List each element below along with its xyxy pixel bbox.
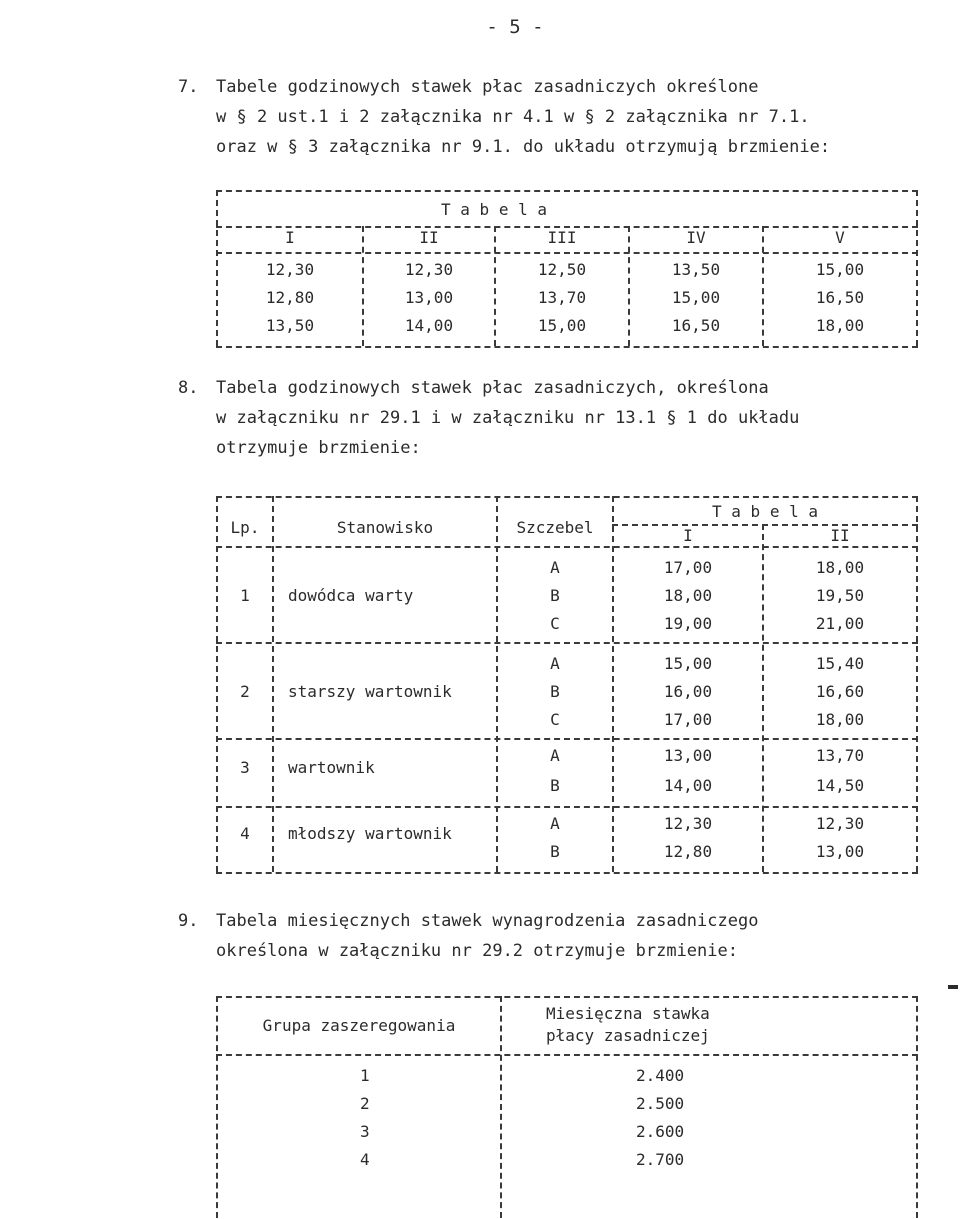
table-9-rate: 2.600 [636, 1122, 685, 1141]
table-7-cell: 15,00 [537, 316, 587, 335]
table-8-value: 17,00 [663, 558, 713, 577]
table-7-cell: 16,50 [671, 316, 721, 335]
table-8-value: 13,70 [815, 746, 865, 765]
table-8-level: A [550, 654, 560, 673]
table-8-header-lp: Lp. [230, 518, 260, 537]
table-8-value: 12,80 [663, 842, 713, 861]
table-8-level: C [550, 614, 560, 633]
table-7-border-top [216, 190, 918, 192]
table-8-value: 17,00 [663, 710, 713, 729]
table-9-group: 2 [360, 1094, 370, 1113]
table-7-cell: 12,50 [537, 260, 587, 279]
table-9-rate: 2.400 [636, 1066, 685, 1085]
table-8-value: 18,00 [663, 586, 713, 605]
table-7-cell: 12,30 [265, 260, 315, 279]
table-8-level: C [550, 710, 560, 729]
table-7-header: I [285, 228, 295, 247]
table-8-header-position: Stanowisko [336, 518, 434, 537]
table-8-value: 16,00 [663, 682, 713, 701]
table-8-lp: 1 [240, 586, 250, 605]
table-7-title: T a b e l a [441, 200, 547, 219]
table-7-cell: 15,00 [815, 260, 865, 279]
table-8-value: 12,30 [663, 814, 713, 833]
table-7-header-divider [216, 252, 918, 254]
table-8-lp: 2 [240, 682, 250, 701]
section-8-text [178, 373, 799, 463]
table-7-cell: 16,50 [815, 288, 865, 307]
table-8-position: starszy wartownik [288, 682, 452, 701]
table-9-group: 4 [360, 1150, 370, 1169]
table-8-border-right [916, 496, 918, 872]
table-8-value: 15,40 [815, 654, 865, 673]
table-8-level: B [550, 682, 560, 701]
table-8-level: A [550, 558, 560, 577]
table-7-header: IV [686, 228, 706, 247]
table-8-lp: 4 [240, 824, 250, 843]
table-8-value: 13,00 [815, 842, 865, 861]
table-8-border-bottom [216, 872, 918, 874]
table-8-col-divider [272, 496, 274, 872]
table-9-group: 1 [360, 1066, 370, 1085]
table-7-cell: 13,70 [537, 288, 587, 307]
table-8-value: 12,30 [815, 814, 865, 833]
table-8-level: A [550, 814, 560, 833]
table-8-level: B [550, 776, 560, 795]
table-8-value: 18,00 [815, 710, 865, 729]
table-8-border-top [216, 496, 918, 498]
table-8-lp: 3 [240, 758, 250, 777]
table-7-cell: 13,00 [404, 288, 454, 307]
table-7-border-right [916, 190, 918, 346]
table-7-cell: 14,00 [404, 316, 454, 335]
table-9-rate: 2.500 [636, 1094, 685, 1113]
section-8-number: 8. [178, 378, 199, 398]
table-7-header: II [419, 228, 439, 247]
table-8-value: 19,50 [815, 586, 865, 605]
table-9-group: 3 [360, 1122, 370, 1141]
table-7-header: III [547, 228, 577, 247]
section-9-text [178, 906, 758, 966]
table-7-cell: 15,00 [671, 288, 721, 307]
table-8-group-divider [216, 806, 918, 808]
margin-mark [948, 985, 958, 989]
table-8-subheader: II [830, 526, 850, 545]
table-9-border-top [216, 996, 918, 998]
table-8-value: 13,00 [663, 746, 713, 765]
table-7-header: V [835, 228, 845, 247]
table-8-level: A [550, 746, 560, 765]
table-8-value: 21,00 [815, 614, 865, 633]
table-8-header-divider [216, 546, 918, 548]
table-8-group-divider [216, 738, 918, 740]
table-7-border-bottom [216, 346, 918, 348]
table-9-header-divider [216, 1054, 918, 1056]
table-8-title: T a b e l a [712, 502, 818, 521]
table-7-cell: 12,80 [265, 288, 315, 307]
table-9-header-group: Grupa zaszeregowania [262, 1016, 456, 1035]
table-8-position: wartownik [288, 758, 375, 777]
section-8-line-1: Tabela godzinowych stawek płac zasadniczych, określona [216, 378, 769, 398]
table-8-subheader: I [683, 526, 693, 545]
section-9-number: 9. [178, 911, 199, 931]
table-8-value: 19,00 [663, 614, 713, 633]
table-8-position: dowódca warty [288, 586, 414, 605]
table-8-value: 15,00 [663, 654, 713, 673]
table-8-value: 14,00 [663, 776, 713, 795]
section-8-line-2: w załączniku nr 29.1 i w załączniku nr 13.1 § 1 do układu [216, 408, 800, 428]
table-9-border-right [916, 996, 918, 1218]
section-7-line-2: w § 2 ust.1 i 2 załącznika nr 4.1 w § 2 załącznika nr 7.1. [216, 107, 810, 127]
section-8-line-3: otrzymuje brzmienie: [216, 438, 421, 458]
table-7-cell: 13,50 [671, 260, 721, 279]
table-7-cell: 12,30 [404, 260, 454, 279]
table-9-header-rate-line-1: Miesięczna stawka [546, 1004, 710, 1023]
table-9-col-divider [500, 996, 502, 1218]
table-8-group-divider [216, 642, 918, 644]
page-number: - 5 - [486, 16, 544, 38]
table-8-level: B [550, 586, 560, 605]
table-7-cell: 18,00 [815, 316, 865, 335]
table-9-header-rate-line-2: płacy zasadniczej [546, 1026, 710, 1045]
section-9-line-2: określona w załączniku nr 29.2 otrzymuje brzmienie: [216, 941, 738, 961]
section-9-line-1: Tabela miesięcznych stawek wynagrodzenia zasadniczego [216, 911, 759, 931]
table-8-value: 14,50 [815, 776, 865, 795]
section-7-number: 7. [178, 77, 199, 97]
table-8-level: B [550, 842, 560, 861]
section-7-line-1: Tabele godzinowych stawek płac zasadniczych określone [216, 77, 759, 97]
table-8-value: 18,00 [815, 558, 865, 577]
table-8-value: 16,60 [815, 682, 865, 701]
section-7-line-3: oraz w § 3 załącznika nr 9.1. do układu otrzymują brzmienie: [216, 137, 831, 157]
table-9-rate: 2.700 [636, 1150, 685, 1169]
table-8-header-level: Szczebel [516, 518, 594, 537]
section-7-text [178, 72, 830, 162]
table-7-cell: 13,50 [265, 316, 315, 335]
table-8-position: młodszy wartownik [288, 824, 452, 843]
